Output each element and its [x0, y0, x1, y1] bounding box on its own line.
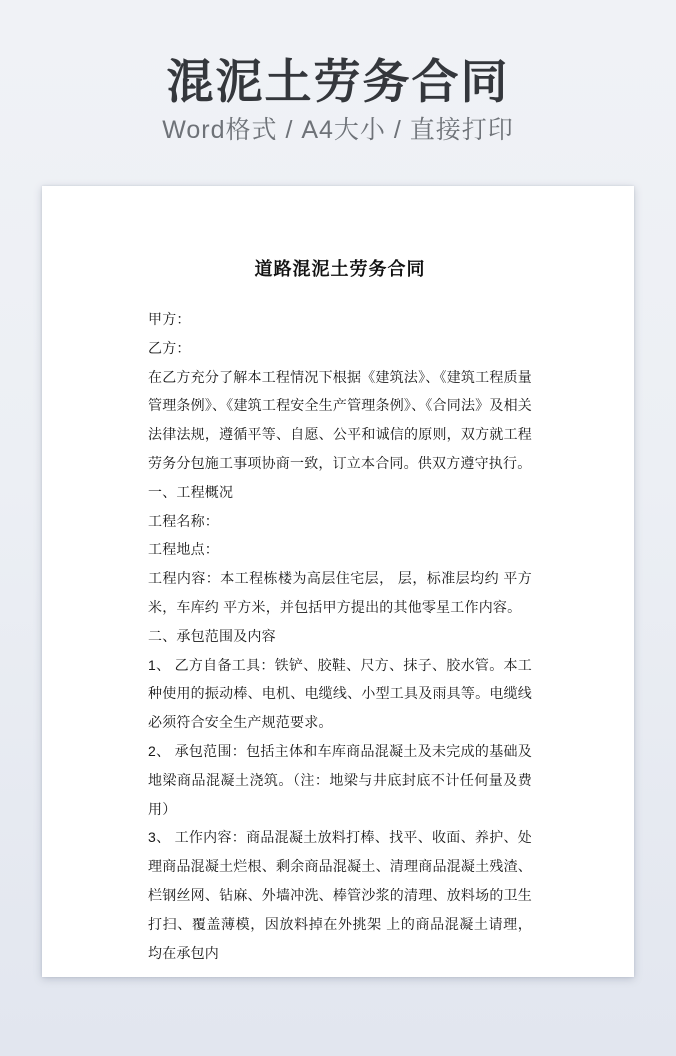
document-title: 道路混泥土劳务合同	[254, 259, 426, 279]
document-paragraph: 乙方：	[148, 339, 191, 356]
document-paragraph: 1、 乙方自备工具：铁铲、胶鞋、尺方、抹子、胶水管。本工种使用的振动棒、电机、电缆线、小型工具及雨具等。电缆线必须符合安全生产规范要求。	[148, 656, 532, 731]
document-paragraph: 工程名称：	[148, 512, 219, 529]
header	[0, 0, 676, 145]
document-page	[42, 186, 634, 977]
document-paragraph: 一、工程概况	[148, 483, 234, 500]
document-paragraph: 甲方：	[148, 311, 191, 327]
document-paragraph: 工程地点：	[148, 541, 219, 558]
document-paragraph: 工程内容：本工程栋楼为高层住宅层， 层，标准层均约 平方米，车库约 平方米，并包括甲方提出的其他零星工作内容。	[148, 570, 532, 615]
document-paragraph: 3、 工作内容：商品混凝土放料打棒、找平、收面、养护、处理商品混凝土烂根、剩余商品混凝土、清理商品混凝土残渣、栏钢丝网、钻麻、外墙冲洗、棒管沙浆的清理、放料场的卫生打扫、覆盖薄模，因放料掉在外挑架 上的商品混凝土请理，均在承包内	[148, 829, 532, 961]
document-body	[148, 305, 532, 967]
page-title: 混泥土劳务合同	[166, 55, 510, 108]
document-paragraph: 在乙方充分了解本工程情况下根据《建筑法》、《建筑工程质量管理条例》、《建筑工程安全生产管理条例》、《合同法》及相关法律法规，遵循平等、自愿、公平和诚信的原则，双方就工程劳务分包施工事项协商一致，订立本合同。供双方遵守执行。	[148, 368, 532, 471]
document-paragraph: 2、 承包范围：包括主体和车库商品混凝土及未完成的基础及地梁商品混凝土浇筑。（注：地梁与井底封底不计任何量及费用）	[148, 742, 532, 817]
document-paragraph: 二、承包范围及内容	[148, 627, 276, 644]
page-subtitle: Word格式 / A4大小 / 直接打印	[162, 115, 514, 144]
